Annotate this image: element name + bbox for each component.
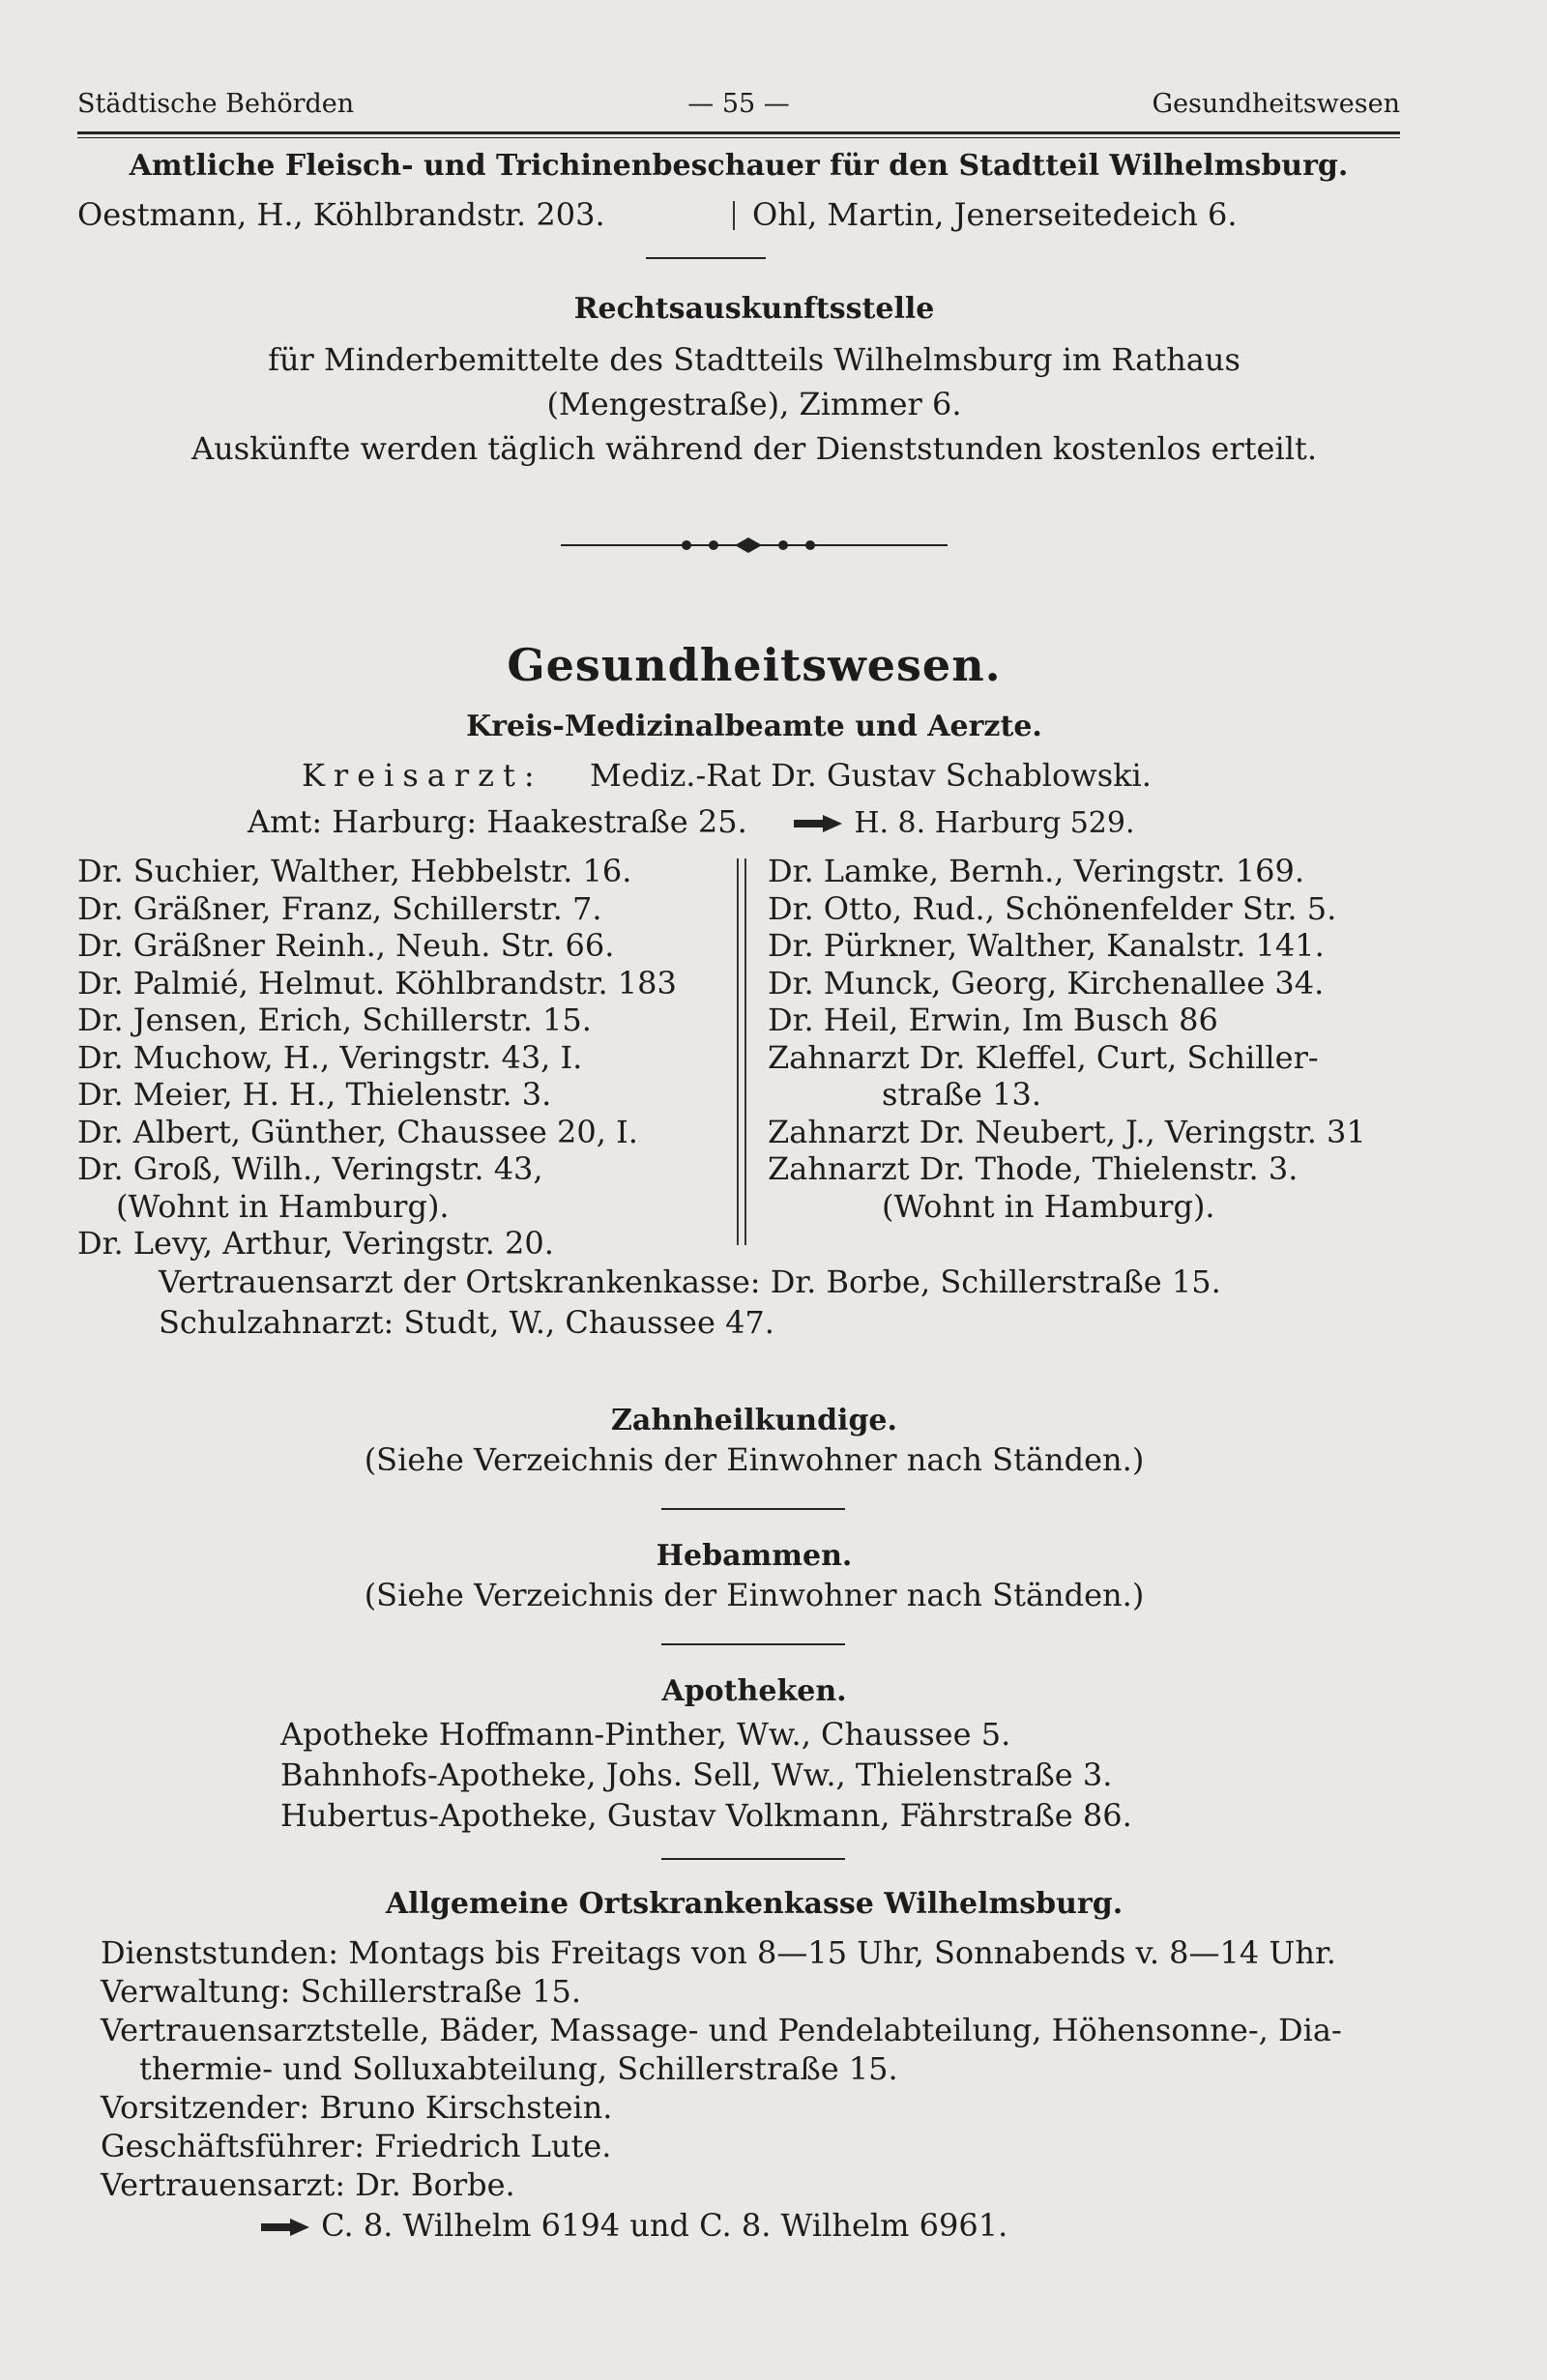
- meat-inspector-left: Oestmann, H., Köhlbrandstr. 203.: [77, 196, 605, 233]
- telephone-icon: [794, 813, 844, 834]
- column-divider: [737, 858, 739, 1245]
- pharmacy-item: Apotheke Hoffmann-Pinther, Ww., Chaussee 5.: [280, 1716, 1011, 1753]
- list-item: Dr. Heil, Erwin, Im Busch 86: [768, 1001, 1218, 1038]
- list-item: Dr. Groß, Wilh., Veringstr. 43,: [77, 1150, 543, 1187]
- list-item: Dr. Gräßner Reinh., Neuh. Str. 66.: [77, 927, 615, 964]
- header-section: Städtische Behörden: [77, 89, 355, 119]
- health-title: Gesundheitswesen.: [507, 639, 1002, 691]
- school-dentist-line: Schulzahnarzt: Studt, W., Chaussee 47.: [159, 1304, 774, 1341]
- list-item: Zahnarzt Dr. Kleffel, Curt, Schiller-: [768, 1038, 1319, 1076]
- ornament-divider: [561, 534, 948, 557]
- health-office-row: [248, 802, 1135, 843]
- list-item: Dr. Gräßner, Franz, Schillerstr. 7.: [77, 889, 602, 927]
- legal-advice-line2: (Mengestraße), Zimmer 6.: [546, 386, 962, 422]
- district-doctor-row: [302, 756, 1152, 795]
- health-subheading: Kreis-Medizinalbeamte und Aerzte.: [466, 710, 1042, 743]
- pharmacy-item: Bahnhofs-Apotheke, Johs. Sell, Ww., Thielenstraße 3.: [280, 1756, 1113, 1793]
- insurance-hours: Dienststunden: Montags bis Freitags von 8—15 Uhr, Sonnabends v. 8—14 Uhr.: [101, 1934, 1336, 1971]
- legal-advice-heading: Rechtsauskunftsstelle: [573, 292, 935, 326]
- list-item: straße 13.: [882, 1076, 1042, 1113]
- section-separator: [661, 1643, 845, 1645]
- list-item: Dr. Pürkner, Walther, Kanalstr. 141.: [768, 927, 1325, 964]
- pharmacies-heading: Apotheken.: [661, 1674, 847, 1708]
- legal-advice-line3: Auskünfte werden täglich während der Dienststunden kostenlos erteilt.: [191, 430, 1317, 467]
- district-doctor-label: Kreisarzt:: [302, 757, 543, 794]
- health-office-phone: H. 8. Harburg 529.: [854, 806, 1135, 840]
- health-insurance-heading: Allgemeine Ortskrankenkasse Wilhelmsburg.: [385, 1887, 1124, 1921]
- list-item: (Wohnt in Hamburg).: [116, 1187, 450, 1225]
- health-office-address: Amt: Harburg: Haakestraße 25.: [248, 803, 747, 840]
- insurance-services-line1: Vertrauensarztstelle, Bäder, Massage- und Pendelabteilung, Höhensonne-, Dia-: [101, 2012, 1342, 2048]
- doctors-list-left: [77, 853, 677, 1263]
- header-rule: [77, 131, 1400, 134]
- district-doctor-name: Mediz.-Rat Dr. Gustav Schablowski.: [590, 757, 1152, 794]
- header-topic: Gesundheitswesen: [1152, 89, 1400, 119]
- insurance-chairman: Vorsitzender: Bruno Kirschstein.: [101, 2089, 613, 2126]
- midwives-heading: Hebammen.: [656, 1539, 853, 1573]
- legal-advice-line1: für Minderbemittelte des Stadtteils Wilhelmsburg im Rathaus: [268, 341, 1241, 378]
- column-divider: [744, 858, 746, 1245]
- insurance-manager: Geschäftsführer: Friedrich Lute.: [101, 2128, 612, 2164]
- list-item: Dr. Jensen, Erich, Schillerstr. 15.: [77, 1001, 592, 1038]
- section-separator: [646, 257, 766, 259]
- meat-inspector-right: Ohl, Martin, Jenerseitedeich 6.: [752, 196, 1238, 233]
- list-item: Dr. Levy, Arthur, Veringstr. 20.: [77, 1225, 554, 1262]
- section-separator: [661, 1858, 845, 1860]
- section-separator: [661, 1508, 845, 1510]
- list-item: (Wohnt in Hamburg).: [882, 1187, 1215, 1225]
- telephone-icon: [261, 2217, 311, 2238]
- list-item: Dr. Muchow, H., Veringstr. 43, I.: [77, 1038, 583, 1076]
- insurance-administration: Verwaltung: Schillerstraße 15.: [101, 1973, 582, 2010]
- list-item: Dr. Suchier, Walther, Hebbelstr. 16.: [77, 853, 632, 889]
- insurance-trusted-doctor: Vertrauensarzt: Dr. Borbe.: [101, 2166, 515, 2203]
- running-header: [77, 89, 1400, 128]
- doctors-list-right: [768, 853, 1366, 1225]
- list-item: Dr. Munck, Georg, Kirchenallee 34.: [768, 964, 1325, 1001]
- insurance-services-line2: thermie- und Solluxabteilung, Schillerstraße 15.: [139, 2050, 898, 2087]
- list-item: Zahnarzt Dr. Thode, Thielenstr. 3.: [768, 1150, 1299, 1187]
- dental-practitioners-heading: Zahnheilkundige.: [611, 1404, 897, 1437]
- list-item: Dr. Albert, Günther, Chaussee 20, I.: [77, 1113, 638, 1150]
- column-divider: [733, 201, 735, 230]
- midwives-note: (Siehe Verzeichnis der Einwohner nach Ständen.): [364, 1577, 1145, 1613]
- list-item: Zahnarzt Dr. Neubert, J., Veringstr. 31: [768, 1113, 1366, 1150]
- dental-practitioners-note: (Siehe Verzeichnis der Einwohner nach Ständen.): [364, 1441, 1145, 1478]
- list-item: Dr. Meier, H. H., Thielenstr. 3.: [77, 1076, 552, 1113]
- list-item: Dr. Lamke, Bernh., Veringstr. 169.: [768, 853, 1304, 889]
- insurance-phone: C. 8. Wilhelm 6194 und C. 8. Wilhelm 6961.: [321, 2207, 1008, 2244]
- list-item: Dr. Palmié, Helmut. Köhlbrandstr. 183: [77, 964, 677, 1001]
- trusted-doctor-line: Vertrauensarzt der Ortskrankenkasse: Dr. Borbe, Schillerstraße 15.: [159, 1263, 1221, 1300]
- pharmacy-item: Hubertus-Apotheke, Gustav Volkmann, Fährstraße 86.: [280, 1797, 1132, 1834]
- page-number: — 55 —: [687, 89, 790, 119]
- header-rule-thin: [77, 137, 1400, 138]
- meat-inspectors-heading: Amtliche Fleisch- und Trichinenbeschauer für den Stadtteil Wilhelmsburg.: [129, 149, 1349, 183]
- list-item: Dr. Otto, Rud., Schönenfelder Str. 5.: [768, 889, 1337, 927]
- insurance-phone-row: [261, 2206, 1007, 2245]
